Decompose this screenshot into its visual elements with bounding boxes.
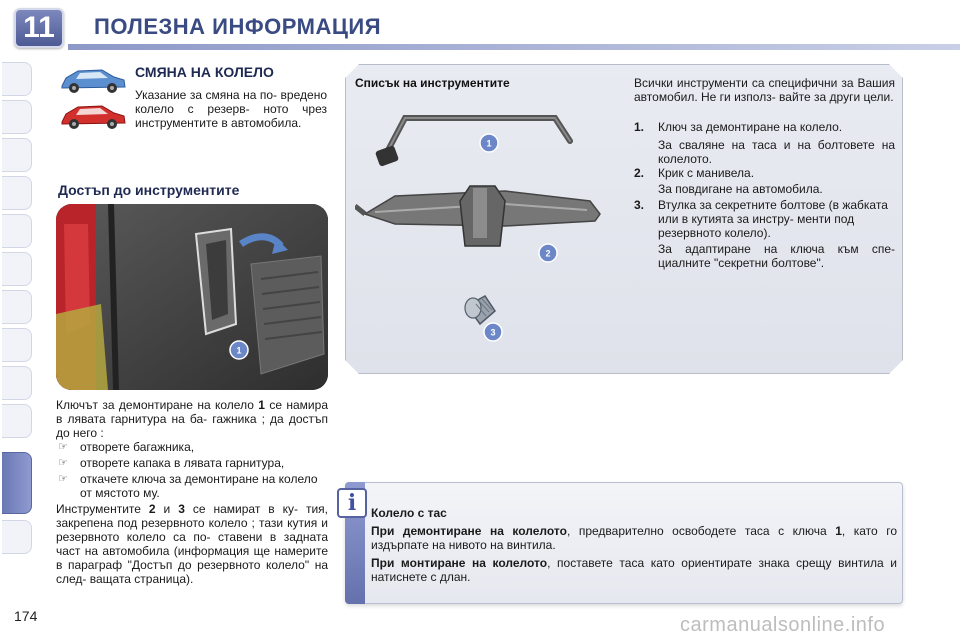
tool-item [634,166,895,180]
chapter-tab[interactable] [2,100,32,134]
access-bullet-text: отворете багажника, [80,440,195,454]
wheel-wrench-icon [375,118,570,167]
tool-callout-3-label: 3 [490,327,496,338]
tool-callout-1-label: 1 [486,138,492,149]
header-rule [68,44,960,50]
page-header [0,0,960,50]
page-number: 174 [14,608,38,624]
access-p2-text-cont: се намират в ку- тия, закрепена под резервното колело ; тази кутия и резервното колело са по- ставени в задната част на автомобила (информация ще намерите в параграф "Достъп до резервното колело" на след- ващата страница). [56,502,328,586]
chapter-tab-active[interactable] [2,452,32,514]
chapter-tab[interactable] [2,366,32,400]
tools-description: Всички инструменти са специфични за Вашия автомобил. Не ги използ- вайте за други цели. [634,76,895,104]
chapter-tab[interactable] [2,214,32,248]
info-p1-text: , предварително освободете таса с ключа [566,524,836,538]
chapter-tab[interactable] [2,404,32,438]
photo-callout-label: 1 [236,345,242,356]
access-bullet-text: откачете ключа за демонтиране на колело от мястото му. [80,472,318,500]
chapter-badge: 11 [14,8,64,48]
chapter-tab[interactable] [2,520,32,554]
tool-item-label: Ключ за демонтиране на колело. [658,120,843,134]
access-bullet [56,472,328,500]
info-paragraph-1 [371,524,897,552]
info-p1-text-cont: , като го издърпате на нивото на винтила. [371,524,897,552]
info-icon [337,488,367,518]
tool-item-number: 2. [634,166,645,180]
section-intro: Указание за смяна на по- вредено колело с резерв- ното чрез инструментите в автомобила. [135,88,327,130]
tools-title: Списък на инструментите [355,76,510,90]
access-bullet [56,456,328,470]
pointing-hand-icon: ☞ [58,457,68,469]
chapter-tab[interactable] [2,328,32,362]
access-bullet [56,440,328,454]
access-paragraph-1 [56,398,328,440]
access-p2-and: и [155,502,179,516]
info-p2-bold: При монтиране на колелото [371,556,548,570]
access-p1-ref: 1 [258,398,265,412]
tool-item-number: 1. [634,120,645,134]
tool-item-note: За адаптиране на ключа към спе- циалните "секретни болтове". [658,242,895,270]
section-title: СМЯНА НА КОЛЕЛО [135,64,274,80]
info-paragraph-2 [371,556,897,584]
tool-item-note: За сваляне на таса и на болтовете на колелото. [658,138,895,166]
access-p2-text: Инструментите [56,502,149,516]
blue-car-icon [58,64,128,96]
info-title: Колело с тас [371,506,447,520]
chapter-tabs [0,62,34,582]
access-p2-ref-2: 2 [148,502,156,516]
access-p1-text: Ключът за демонтиране на колело [56,398,259,412]
chapter-tab[interactable] [2,176,32,210]
chapter-tab[interactable] [2,138,32,172]
chapter-tab[interactable] [2,252,32,286]
access-paragraph-2 [56,502,328,586]
access-p1-text-cont: се намира в лявата гарнитура на ба- гажника ; да достъп до него : [56,398,328,440]
trunk-photo [56,204,328,390]
jack-icon [355,186,600,246]
info-p1-bold: При демонтиране на колелото [371,524,567,538]
tool-item [634,120,895,134]
security-socket-icon [465,296,495,324]
tool-item-note: За повдигане на автомобила. [658,182,823,196]
pointing-hand-icon: ☞ [58,441,68,453]
tool-item-number: 3. [634,198,645,212]
page-title: ПОЛЕЗНА ИНФОРМАЦИЯ [94,14,382,39]
info-p1-ref: 1 [835,524,842,538]
watermark: carmanualsonline.info [680,614,886,636]
access-title: Достъп до инструментите [58,182,240,198]
red-car-icon [58,100,128,132]
tool-item-label: Втулка за секретните болтове (в жабката или в кутията за инстру- менти под резервното колело). [658,198,888,240]
chapter-tab[interactable] [2,290,32,324]
tool-item [634,198,895,240]
access-bullet-text: отворете капака в лявата гарнитура, [80,456,285,470]
chapter-tab[interactable] [2,62,32,96]
info-icon-glyph: i [347,490,357,516]
info-p2-text: , поставете таса като ориентирате знака срещу винтила и натиснете с длан. [371,556,897,584]
access-p2-ref-3: 3 [178,502,185,516]
trunk-illustration [56,204,328,390]
tools-illustration [355,96,615,366]
tool-callout-2-label: 2 [545,248,551,259]
pointing-hand-icon: ☞ [58,473,68,485]
tool-item-label: Крик с манивела. [658,166,755,180]
